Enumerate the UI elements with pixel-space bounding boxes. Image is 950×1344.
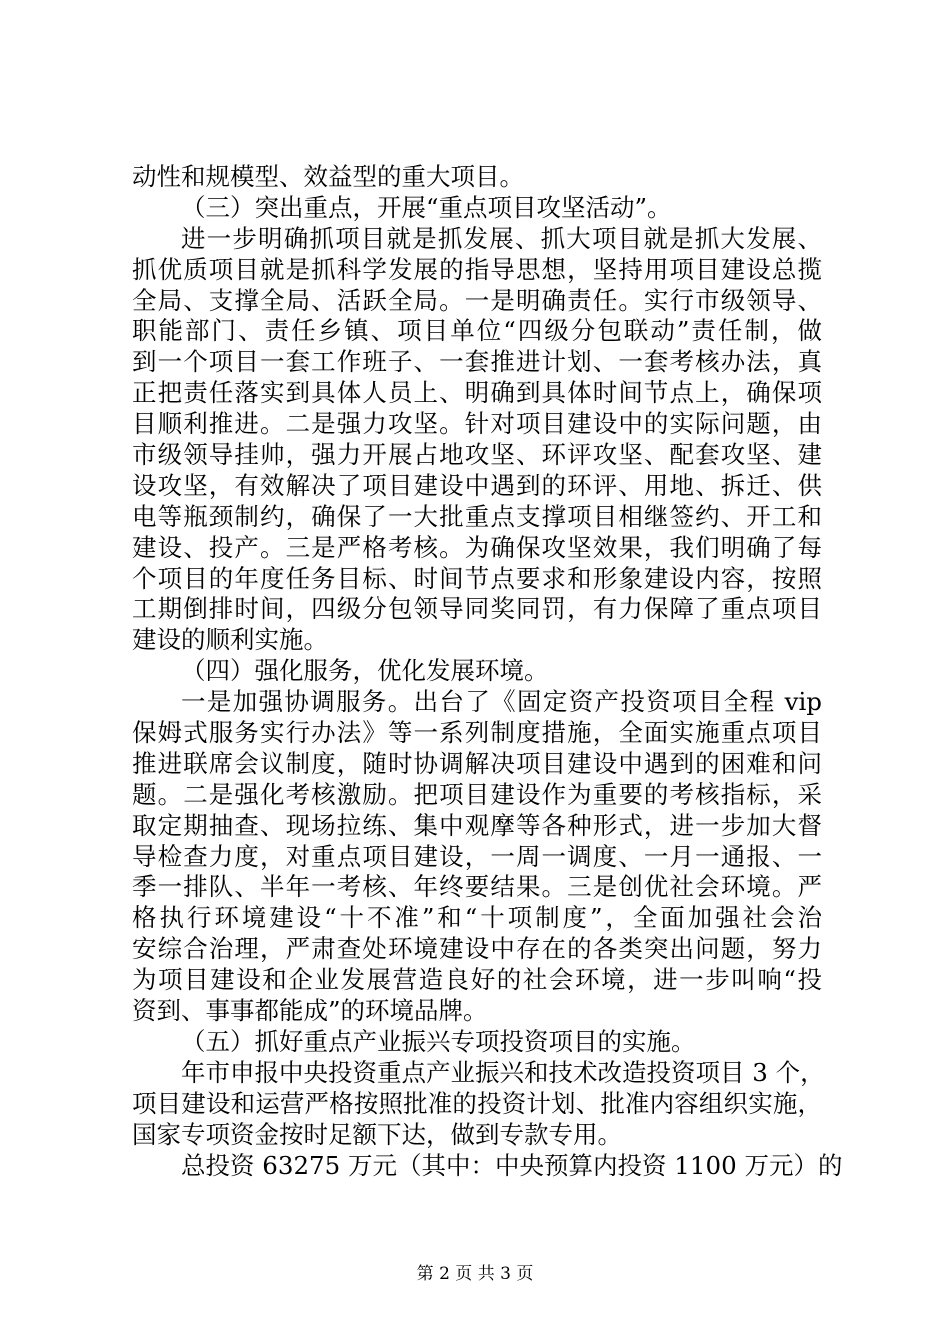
text-line: 总投资 63275 万元（其中：中央预算内投资 1100 万元）的	[181, 1150, 843, 1180]
text-line: 市级领导挂帅，强力开展占地攻坚、环评攻坚、配套攻坚、建	[132, 440, 822, 470]
text-line: 到一个项目一套工作班子、一套推进计划、一套考核办法，真	[132, 347, 822, 377]
text-line: 设攻坚，有效解决了项目建设中遇到的环评、用地、拆迁、供	[132, 470, 822, 500]
text-line: 保姆式服务实行办法》等一系列制度措施，全面实施重点项目	[132, 718, 822, 748]
text-line: 职能部门、责任乡镇、项目单位“四级分包联动”责任制，做	[132, 316, 822, 346]
page-number-label: 第 2 页 共 3 页	[416, 1264, 534, 1284]
text-line: 一是加强协调服务。出台了《固定资产投资项目全程 vip	[181, 687, 822, 717]
text-line: 个项目的年度任务目标、时间节点要求和形象建设内容，按照	[132, 563, 822, 593]
text-line: 项目建设和运营严格按照批准的投资计划、批准内容组织实施，	[132, 1088, 822, 1118]
text-line: 电等瓶颈制约，确保了一大批重点支撑项目相继签约、开工和	[132, 501, 822, 531]
text-line: 年市申报中央投资重点产业振兴和技术改造投资项目 3 个，	[181, 1057, 825, 1087]
text-line: 安综合治理，严肃查处环境建设中存在的各类突出问题，努力	[132, 934, 822, 964]
text-line: 题。二是强化考核激励。把项目建设作为重要的考核指标，采	[132, 779, 822, 809]
document-body	[132, 162, 843, 1181]
text-line: （三）突出重点，开展“重点项目攻坚活动”。	[181, 192, 672, 222]
text-line: 推进联席会议制度，随时协调解决项目建设中遇到的困难和问	[132, 748, 822, 778]
text-line: 抓优质项目就是抓科学发展的指导思想，坚持用项目建设总揽	[132, 254, 822, 284]
text-line: 取定期抽查、现场拉练、集中观摩等各种形式，进一步加大督	[132, 810, 822, 840]
text-line: 格执行环境建设“十不准”和“十项制度”，全面加强社会治	[132, 903, 822, 933]
text-line: 动性和规模型、效益型的重大项目。	[132, 162, 524, 191]
text-line: 导检查力度，对重点项目建设，一周一调度、一月一通报、一	[132, 841, 822, 871]
text-line: 建设、投产。三是严格考核。为确保攻坚效果，我们明确了每	[132, 532, 822, 562]
text-line: 进一步明确抓项目就是抓发展、抓大项目就是抓大发展、	[181, 223, 822, 253]
text-line: 国家专项资金按时足额下达，做到专款专用。	[132, 1119, 622, 1149]
text-line: 资到、事事都能成”的环境品牌。	[132, 996, 488, 1026]
text-line: （五）抓好重点产业振兴专项投资项目的实施。	[181, 1026, 696, 1056]
text-line: 正把责任落实到具体人员上、明确到具体时间节点上，确保项	[132, 378, 822, 408]
text-line: 目顺利推进。二是强力攻坚。针对项目建设中的实际问题，由	[132, 409, 822, 439]
text-line: （四）强化服务，优化发展环境。	[181, 656, 549, 686]
page-footer	[0, 1259, 950, 1284]
text-line: 季一排队、半年一考核、年终要结果。三是创优社会环境。严	[132, 872, 822, 902]
text-line: 工期倒排时间，四级分包领导同奖同罚，有力保障了重点项目	[132, 594, 822, 624]
text-line: 全局、支撑全局、活跃全局。一是明确责任。实行市级领导、	[132, 285, 822, 315]
text-line: 建设的顺利实施。	[132, 625, 328, 655]
text-line: 为项目建设和企业发展营造良好的社会环境，进一步叫响“投	[132, 965, 822, 995]
